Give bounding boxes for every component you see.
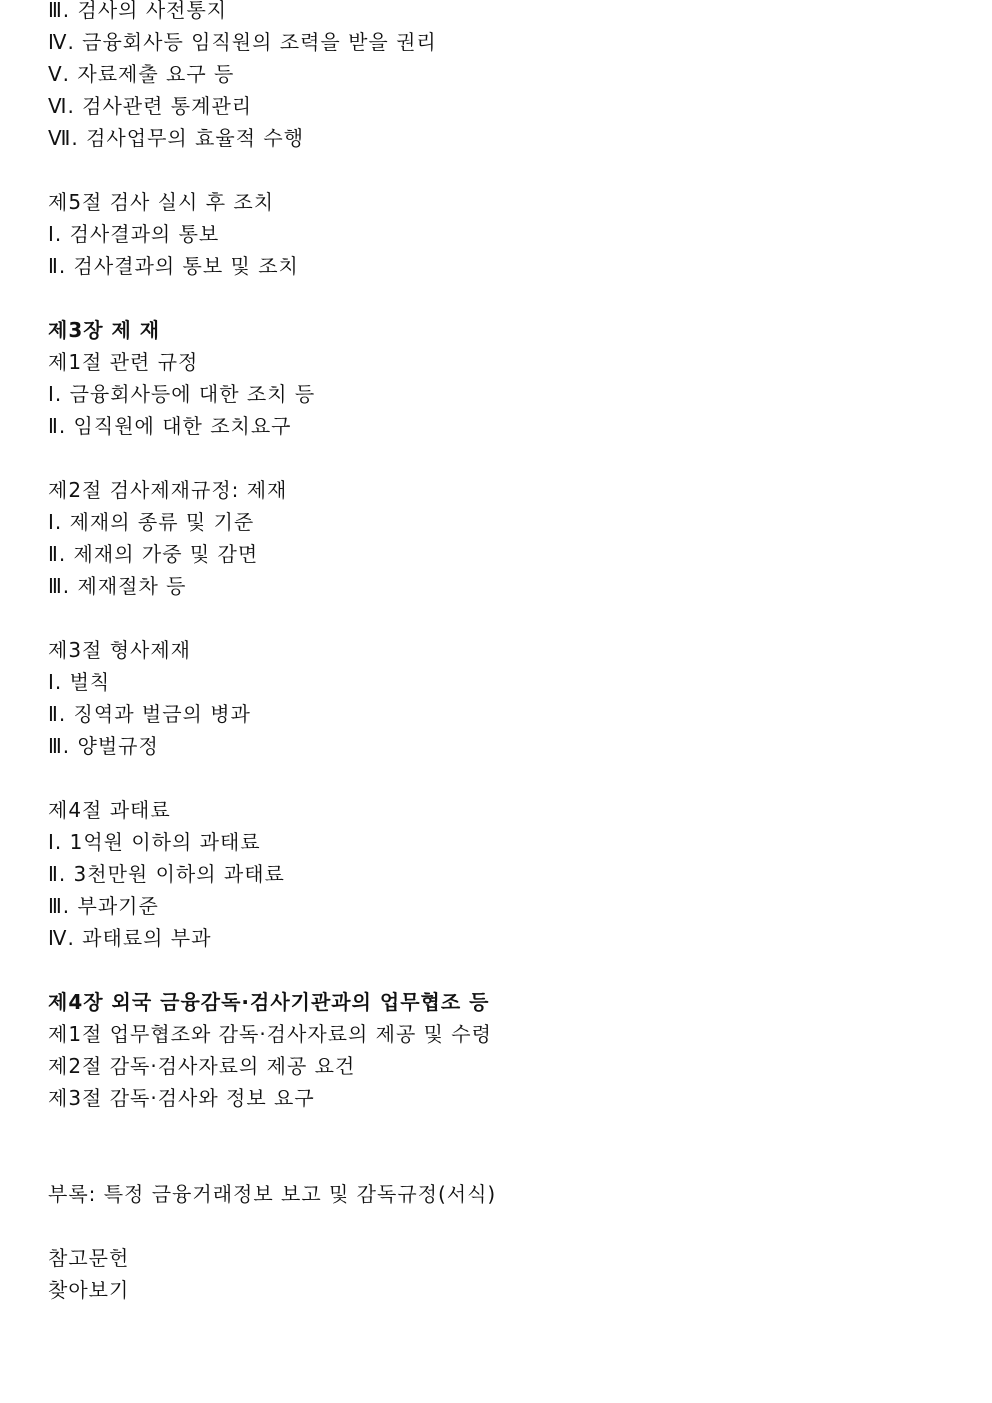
blank-line — [48, 442, 948, 474]
toc-item: Ⅰ. 제재의 종류 및 기준 — [48, 510, 255, 534]
toc-chapter-heading: 제3장 제 재 — [48, 318, 161, 342]
toc-item: Ⅲ. 부과기준 — [48, 894, 159, 918]
toc-item: Ⅰ. 검사결과의 통보 — [48, 222, 220, 246]
toc-item: Ⅱ. 3천만원 이하의 과태료 — [48, 862, 285, 886]
blank-line — [48, 1146, 948, 1178]
toc-index: 찾아보기 — [48, 1278, 130, 1302]
toc-section-heading: 제3절 감독·검사와 정보 요구 — [48, 1086, 315, 1110]
toc-item: Ⅶ. 검사업무의 효율적 수행 — [48, 126, 305, 150]
toc-item: Ⅰ. 금융회사등에 대한 조치 등 — [48, 382, 316, 406]
toc-appendix: 부록: 특정 금융거래정보 보고 및 감독규정(서식) — [48, 1182, 497, 1206]
toc-section-heading: 제4절 과태료 — [48, 798, 171, 822]
toc-item: Ⅱ. 검사결과의 통보 및 조치 — [48, 254, 299, 278]
toc-item: Ⅲ. 제재절차 등 — [48, 574, 187, 598]
toc-item: Ⅱ. 임직원에 대한 조치요구 — [48, 414, 292, 438]
toc-item: Ⅳ. 금융회사등 임직원의 조력을 받을 권리 — [48, 30, 437, 54]
blank-line — [48, 602, 948, 634]
toc-item: Ⅲ. 양벌규정 — [48, 734, 159, 758]
toc-item: Ⅲ. 검사의 사전통지 — [48, 0, 228, 22]
blank-line — [48, 1114, 948, 1146]
blank-line — [48, 154, 948, 186]
toc-section-heading: 제3절 형사제재 — [48, 638, 192, 662]
toc-item: Ⅵ. 검사관련 통계관리 — [48, 94, 253, 118]
toc-chapter-heading: 제4장 외국 금융감독·검사기관과의 업무협조 등 — [48, 990, 490, 1014]
toc-references: 참고문헌 — [48, 1246, 130, 1270]
toc-item: Ⅳ. 과태료의 부과 — [48, 926, 212, 950]
toc-item: Ⅱ. 징역과 벌금의 병과 — [48, 702, 251, 726]
toc-section-heading: 제1절 업무협조와 감독·검사자료의 제공 및 수령 — [48, 1022, 492, 1046]
toc-item: Ⅰ. 벌칙 — [48, 670, 111, 694]
toc-section-heading: 제1절 관련 규정 — [48, 350, 199, 374]
toc-item: Ⅰ. 1억원 이하의 과태료 — [48, 830, 261, 854]
blank-line — [48, 1210, 948, 1242]
blank-line — [48, 282, 948, 314]
blank-line — [48, 954, 948, 986]
toc-item: Ⅴ. 자료제출 요구 등 — [48, 62, 235, 86]
toc-section-heading: 제2절 검사제재규정: 제재 — [48, 478, 288, 502]
toc-section-heading: 제5절 검사 실시 후 조치 — [48, 190, 275, 214]
blank-line — [48, 762, 948, 794]
toc-item: Ⅱ. 제재의 가중 및 감면 — [48, 542, 259, 566]
toc-section-heading: 제2절 감독·검사자료의 제공 요건 — [48, 1054, 356, 1078]
table-of-contents — [48, 0, 948, 1306]
